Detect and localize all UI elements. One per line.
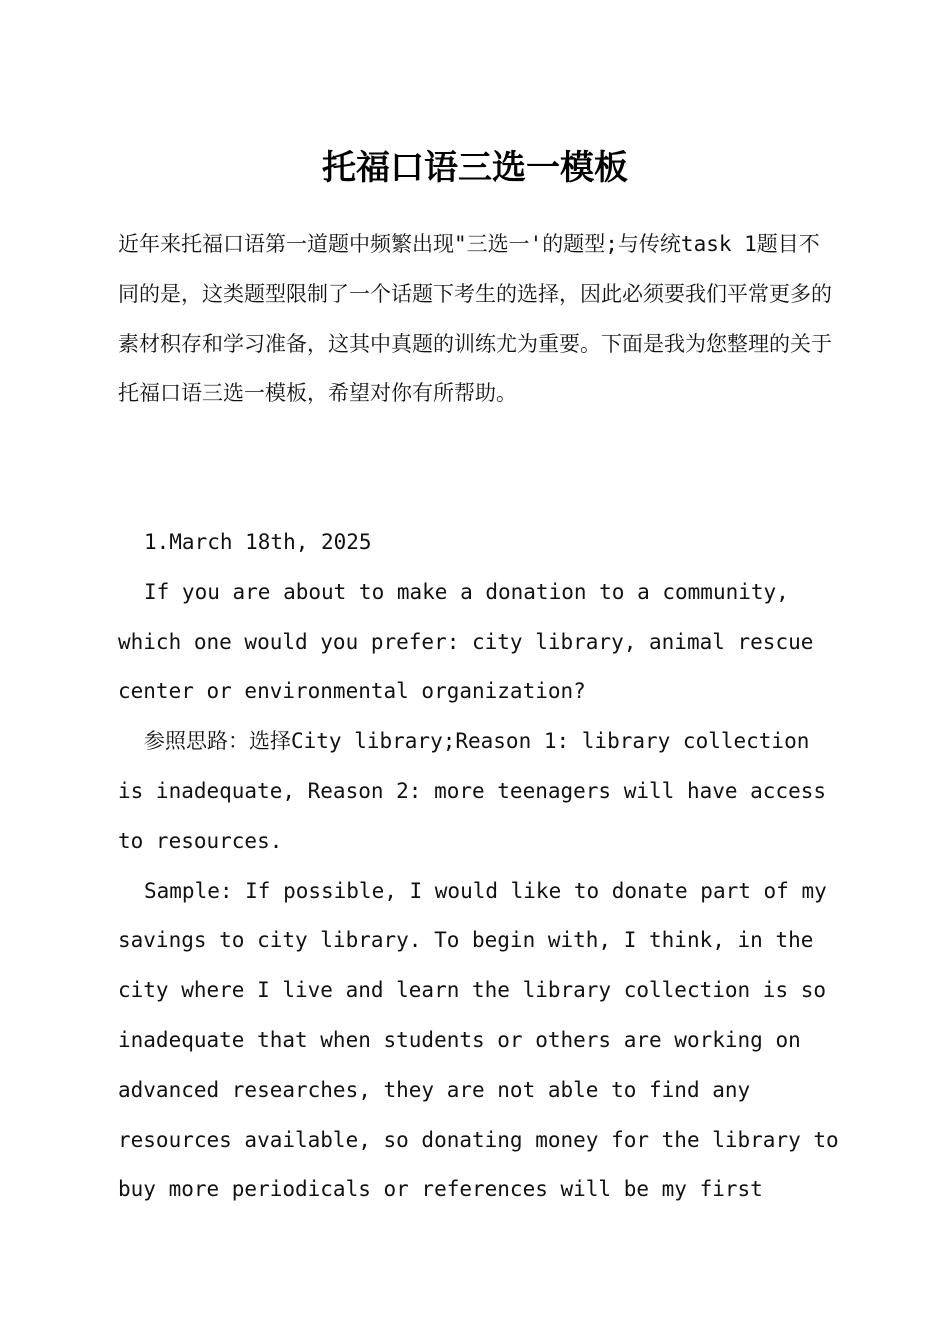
reference-paragraph: 参照思路：选择City library;Reason 1: library collection is inadequate, Reason 2: more teenagers will have access to resources. xyxy=(118,729,827,853)
sample-paragraph: Sample: If possible, I would like to donate part of my savings to city library. To begin with, I think, in the city where I live and learn the library collection is so inadequate that when students or others are working on advanced researches, they are not able to find any resources available, so donating money for the library to buy more periodicals or references will be my first xyxy=(118,878,839,1202)
item-section xyxy=(118,518,840,1215)
item-heading: 1.March 18th, 2025 xyxy=(144,530,372,554)
question-paragraph: If you are about to make a donation to a community, which one would you prefer: city library, animal rescue center or environmental organization? xyxy=(118,579,814,704)
intro-section xyxy=(118,220,840,419)
intro-paragraph: 近年来托福口语第一道题中频繁出现"三选一'的题型;与传统task 1题目不同的是，这类题型限制了一个话题下考生的选择，因此必须要我们平常更多的素材积存和学习准备，这其中真题的训练尤为重要。下面是我为您整理的关于托福口语三选一模板，希望对你有所帮助。 xyxy=(118,232,832,406)
document-title: 托福口语三选一模板 xyxy=(322,148,628,188)
